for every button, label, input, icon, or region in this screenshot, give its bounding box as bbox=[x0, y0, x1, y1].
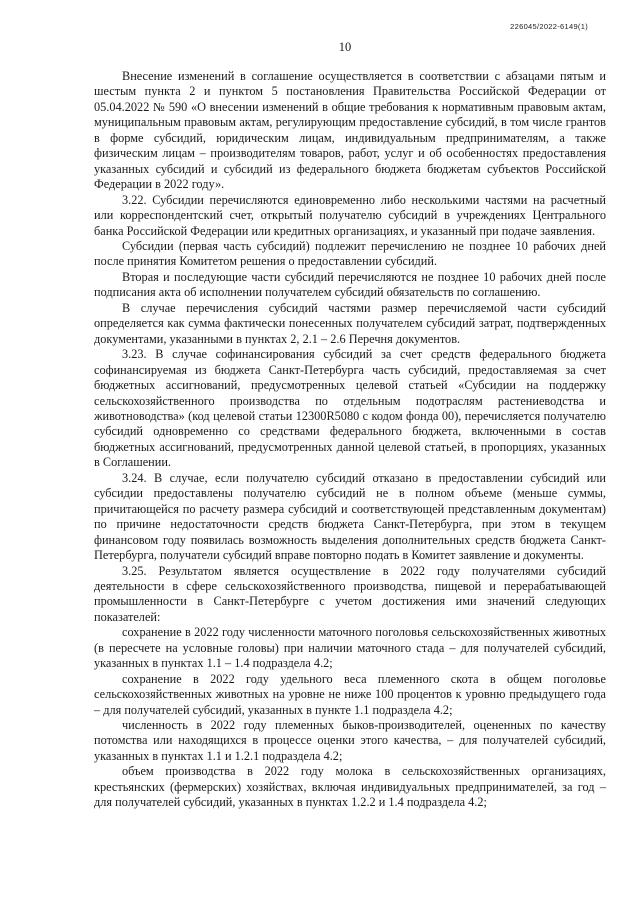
paragraph-3-24: 3.24. В случае, если получателю субсидий отказано в предоставлении субсидий или субсидии предоставлены получателю субсидий не в полном объеме (меньше суммы, причитающейся по расчету размера субсидий и соответствующей представленным документам) по причине недостаточности средств бюджета Санкт-Петербурга, при этом в текущем финансовом году появилась возможность выделения дополнительных средств бюджета Санкт-Петербурга, получатели субсидий вправе повторно подать в Комитет заявление и документы. bbox=[94, 470, 606, 563]
page-number: 10 bbox=[338, 40, 352, 54]
document-reference-number: 226045/2022-6149(1) bbox=[510, 22, 588, 31]
indicator-breeding-bulls: численность в 2022 году племенных быков-производителей, оцененных по качеству потомства или находящихся в процессе оценки этого качества, – для получателей субсидий, указанных в пунктах 1.1 и 1.2.1 подраздела 4.2; bbox=[94, 718, 606, 763]
paragraph-amendment-procedure: Внесение изменений в соглашение осуществляется в соответствии с абзацами пятым и шестым пункта 2 и пунктом 5 постановления Правительства Российской Федерации от 05.04.2022 № 590 «О внесении изменений в общие требования к нормативным правовым актам, муниципальным правовым актам, регулирующим предоставление субсидий, в том числе грантов в форме субсидий, юридическим лицам, индивидуальным предпринимателям, а также физическим лицам – производителям товаров, работ, услуг и об особенностях предоставления указанных субсидий и субсидий из федерального бюджета бюджетам субъектов Российской Федерации в 2022 году». bbox=[94, 69, 606, 192]
document-body bbox=[94, 69, 606, 811]
paragraph-subsequent-payments: Вторая и последующие части субсидий перечисляются не позднее 10 рабочих дней после подписания акта об исполнении получателем субсидий обязательств по соглашению. bbox=[94, 269, 606, 300]
paragraph-partial-payment-size: В случае перечисления субсидий частями размер перечисляемой части субсидий определяется как сумма фактически понесенных получателем субсидий затрат, подтвержденных документами, указанными в пунктах 2, 2.1 – 2.6 Перечня документов. bbox=[94, 300, 606, 346]
indicator-milk-production: объем производства в 2022 году молока в сельскохозяйственных организациях, крестьянских (фермерских) хозяйствах, включая индивидуальных предпринимателей, за год – для получателей субсидий, указанных в пунктах 1.2.2 и 1.4 подраздела 4.2; bbox=[94, 764, 606, 810]
indicator-breeding-stock: сохранение в 2022 году численности маточного поголовья сельскохозяйственных животных (в пересчете на условные головы) при наличии маточного стада – для получателей субсидий, указанных в пунктах 1.1 – 1.4 подраздела 4.2; bbox=[94, 625, 606, 671]
paragraph-first-payment: Субсидии (первая часть субсидий) подлежит перечислению не позднее 10 рабочих дней после принятия Комитетом решения о предоставлении субсидий. bbox=[94, 238, 606, 269]
paragraph-3-22: 3.22. Субсидии перечисляются единовременно либо несколькими частями на расчетный или корреспондентский счет, открытый получателю субсидий в учреждениях Центрального банка Российской Федерации или кредитных организациях, и указанный при подаче заявления. bbox=[94, 192, 606, 238]
indicator-pedigree-share: сохранение в 2022 году удельного веса племенного скота в общем поголовье сельскохозяйственных животных на уровне не ниже 100 процентов к уровню предыдущего года – для получателей субсидий, указанных в пункте 1.1 подраздела 4.2; bbox=[94, 671, 606, 717]
paragraph-3-23: 3.23. В случае софинансирования субсидий за счет средств федерального бюджета софинансируемая из бюджета Санкт-Петербурга часть субсидий, предоставляемая за счет бюджетных ассигнований, предусмотренных целевой статьей «Субсидии на поддержку сельскохозяйственного производства по отдельным подотраслям растениеводства и животноводства» (код целевой статьи 12300R5080 с кодом фонда 00), перечисляется получателю субсидий одновременно со средствами федерального бюджета, включенными в состав бюджетных ассигнований, предусмотренных данной целевой статьей, в пропорциях, указанных в Соглашении. bbox=[94, 347, 606, 470]
paragraph-3-25: 3.25. Результатом является осуществление в 2022 году получателями субсидий деятельности в сфере сельскохозяйственного производства, пищевой и перерабатывающей промышленности в Санкт-Петербурге с учетом достижения ими значений следующих показателей: bbox=[94, 563, 606, 624]
